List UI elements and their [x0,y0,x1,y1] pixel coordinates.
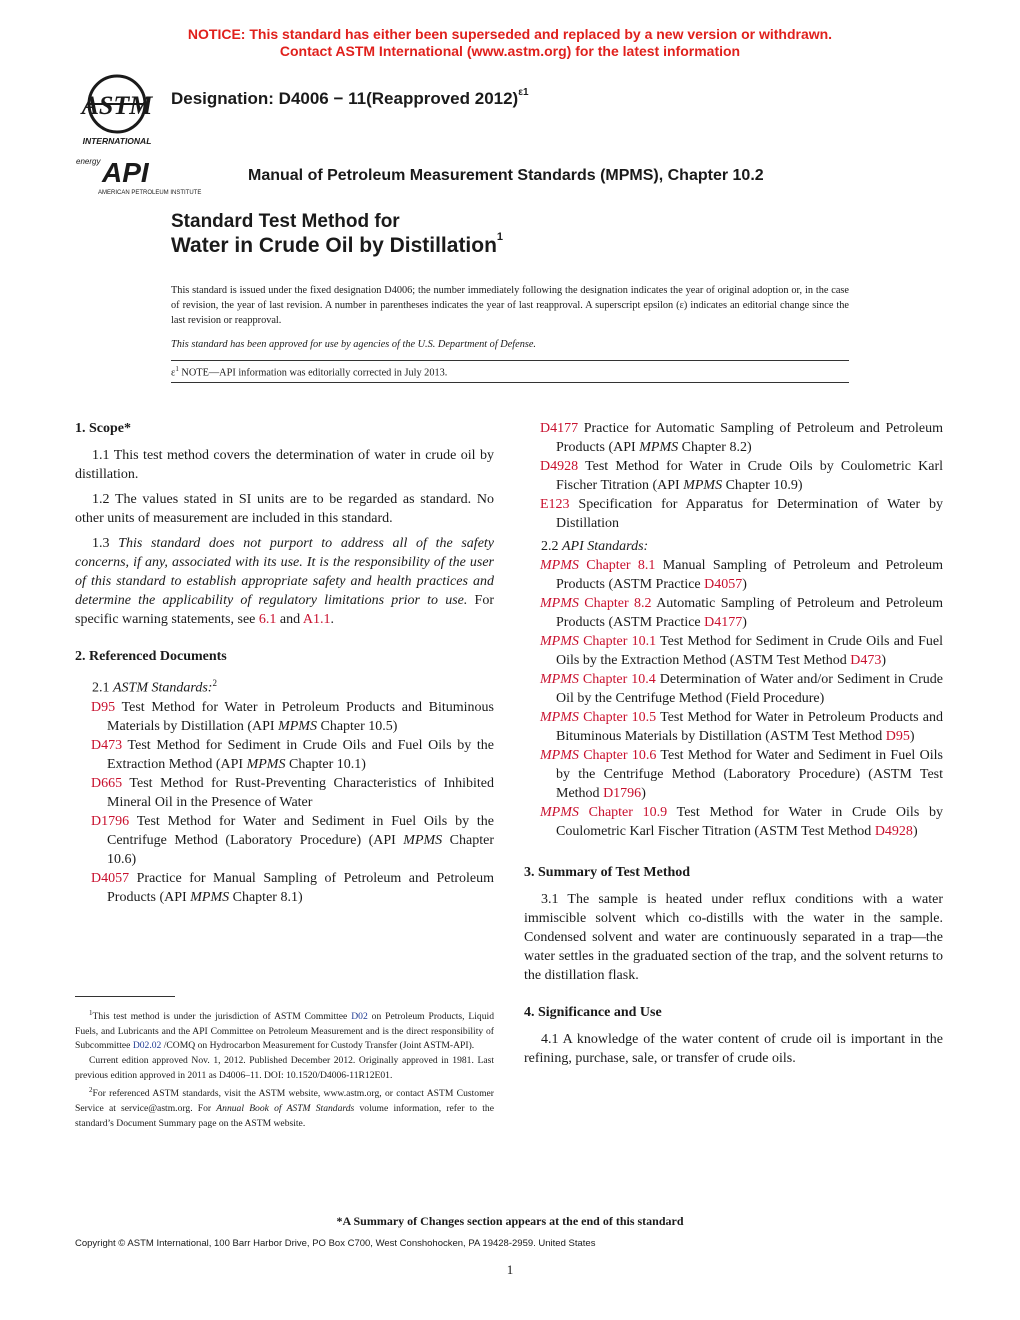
reference-title: Determination of Water and/or Sediment in Crude Oil by the Centrifuge Method (Field Procedure) [556,672,943,706]
mpms-label: MPMS [278,718,317,734]
reference-title: Test Method for Rust-Preventing Characteristics of Inhibited Mineral Oil in the Presence of Water [107,775,494,810]
reference-title: Practice for Automatic Sampling of Petroleum and Petroleum Products (API [556,421,943,455]
astm-standards-label [75,674,494,698]
astm-reference-item [524,419,943,457]
mpms-label: MPMS [246,756,286,772]
footnote-text: volume information, refer to the standard’s Document Summary page on the ASTM website. [75,1102,494,1129]
reference-close: ) [742,615,747,630]
footnote-text: This test method is under the jurisdiction of ASTM Committee [92,1011,352,1023]
reference-title: Test Method for Water in Petroleum Products and Bituminous Materials by Distillation (API [107,699,494,734]
astm-reference-item [75,774,494,812]
standard-link-d665[interactable]: D665 [91,775,123,791]
standard-link-d4177[interactable]: D4177 [704,615,743,630]
para-text: and [276,612,303,627]
api-reference-item [524,670,943,708]
reference-title: Test Method for Water in Crude Oils by Coulometric Karl Fischer Titration (ASTM Test Method [556,805,943,839]
subsection-number: 2.1 [92,680,113,696]
subsection-title: API Standards: [562,539,649,554]
standard-link-d4057[interactable]: D4057 [91,870,130,886]
api-reference-item [524,632,943,670]
reference-close: ) [881,653,887,668]
mpms-label: MPMS [540,748,579,763]
footnote-text: on Petroleum Products, Liquid Fuels, and Lubricants and the API Committee on Petroleum Measurement and is the direct responsibility of Subcommittee [75,1011,494,1052]
api-reference-item [524,803,943,841]
astm-logo [72,74,162,150]
mpms-label: MPMS [403,832,443,848]
standard-link-d4928[interactable]: D4928 [540,459,579,474]
reference-chapter: Chapter 10.1) [285,756,366,772]
subcommittee-link-d02-02[interactable]: D02.02 [132,1040,162,1052]
divider [171,360,849,361]
summary-of-changes-note: *A Summary of Changes section appears at the end of this standard [336,1214,684,1228]
footnote-2 [75,1083,494,1131]
ref-link-6-1[interactable]: 6.1 [258,612,277,627]
editorial-note [171,365,447,378]
reference-chapter: Chapter 10.9) [722,478,803,493]
para-3-1: 3.1 The sample is heated under reflux conditions with a water immiscible solvent which co-distills with the water in the sample. Condensed solvent and water are continuously separated in a trap—the water settles in the graduated section of the trap, and the solvent returns to the distillation flask. [524,892,943,983]
notice-line-2: Contact ASTM International (www.astm.org) for the latest information [279,43,741,59]
section-heading-referenced-documents: 2. Referenced Documents [75,649,227,664]
note-text: NOTE—API information was editorially corrected in July 2013. [178,367,448,379]
mpms-chapter-link[interactable]: MPMS Chapter 10.6 [540,748,657,763]
svg-text:API: API [102,157,149,188]
astm-reference-item [75,698,494,736]
standard-link-d4057[interactable]: D4057 [704,577,743,592]
section-heading-summary: 3. Summary of Test Method [524,865,691,880]
footnote-italic: Annual Book of ASTM Standards [216,1102,355,1114]
footnote-number: 2 [89,1086,93,1095]
mpms-chapter-link[interactable]: MPMS Chapter 10.9 [540,805,668,820]
designation [171,89,529,109]
reference-close: ) [909,729,915,744]
reference-title: Test Method for Water and Sediment in Fuel Oils by the Centrifuge Method (Laboratory Procedure) (ASTM Test Method [556,748,943,801]
api-standards-label [524,537,943,556]
reference-chapter: Chapter 8.2) [678,440,752,455]
standard-link-e123[interactable]: E123 [540,497,570,512]
designation-sup: ε1 [518,87,529,99]
astm-standards-list [75,698,494,907]
mpms-chapter-link[interactable]: MPMS Chapter 10.4 [540,672,656,687]
right-column [524,419,943,1074]
mpms-label: MPMS [639,440,679,455]
section-heading-scope: 1. Scope* [75,421,131,436]
footnote-rule [75,996,175,997]
title-line-1: Standard Test Method for [171,211,400,232]
committee-link-d02[interactable]: D02 [351,1011,368,1023]
para-text: . [330,612,334,627]
astm-reference-item [524,457,943,495]
mpms-label: MPMS [683,478,723,493]
footnote-text: /COMQ on Hydrocarbon Measurement for Custody Transfer (Joint ASTM-API). [161,1040,475,1052]
reference-title: Test Method for Sediment in Crude Oils and Fuel Oils by the Extraction Method (API [107,737,494,772]
reference-title: Test Method for Water and Sediment in Fuel Oils by the Centrifuge Method (Laboratory Procedure) (API [107,813,494,848]
subsection-number: 2.2 [541,539,562,554]
api-reference-item [524,746,943,803]
epsilon-symbol: ε [171,367,176,379]
footnote-mark: 2 [212,678,217,688]
api-reference-item [524,594,943,632]
astm-reference-item [75,869,494,907]
mpms-label: MPMS [540,596,579,611]
withdrawn-notice [0,26,1020,60]
mpms-label: MPMS [540,558,579,573]
astm-reference-item [524,495,943,533]
reference-title: Automatic Sampling of Petroleum and Petroleum Products (ASTM Practice [556,596,943,630]
epsilon-sup: 1 [175,365,179,373]
standard-link-d473[interactable]: D473 [850,653,882,668]
reference-title: Test Method for Water in Crude Oils by Coulometric Karl Fischer Titration (API [556,459,943,493]
api-standards-list [524,556,943,841]
reference-close: ) [641,786,646,801]
reference-title: Specification for Apparatus for Determination of Water by Distillation [556,497,943,531]
para-1-2: 1.2 The values stated in SI units are to be regarded as standard. No other units of measurement are included in this standard. [75,492,494,526]
title-line-2 [171,231,504,258]
para-text: For specific warning statements, see [75,593,495,627]
api-logo [72,154,242,196]
title-footnote-mark: 1 [496,231,504,243]
mpms-chapter: Manual of Petroleum Measurement Standards (MPMS), Chapter 10.2 [248,167,764,184]
reference-title: Test Method for Water in Petroleum Products and Bituminous Materials by Distillation (ASTM Test Method [556,710,943,744]
divider [171,382,849,383]
reference-title: Manual Sampling of Petroleum and Petroleum Products (ASTM Practice [556,558,943,592]
astm-reference-item [75,736,494,774]
footnote-1-edition: Current edition approved Nov. 1, 2012. Published December 2012. Originally approved in 1981. Last previous edition approved in 2011 as D4006–11. DOI: 10.1520/D4006-11R12E01. [75,1054,494,1081]
svg-text:INTERNATIONAL: INTERNATIONAL [82,136,152,146]
mpms-chapter-link[interactable]: MPMS Chapter 10.1 [540,634,657,649]
mpms-label: MPMS [540,672,579,687]
api-reference-item [524,708,943,746]
copyright: Copyright © ASTM International, 100 Barr Harbor Drive, PO Box C700, West Conshohocken, PA 19428-2959. United States [75,1238,596,1249]
svg-text:energy: energy [76,157,101,166]
standard-link-d4928[interactable]: D4928 [874,824,913,839]
astm-reference-item [75,812,494,869]
page-number: 1 [506,1262,514,1277]
footnote-number: 1 [89,1009,93,1017]
standard-link-d95[interactable]: D95 [885,729,910,744]
dod-approval: This standard has been approved for use by agencies of the U.S. Department of Defense. [171,339,537,350]
title-text: Water in Crude Oil by Distillation [171,234,497,257]
mpms-label: MPMS [540,634,579,649]
para-number: 1.3 [92,536,119,551]
footnotes [75,1006,494,1131]
mpms-label: MPMS [190,889,230,905]
intro-paragraph: This standard is issued under the fixed designation D4006; the number immediately following the designation indicates the year of original adoption or, in the case of revision, the year of last revision. A number in parentheses indicates the year of last reapproval. A superscript epsilon (ε) indicates an editorial change since the last revision or reapproval. [171,285,849,326]
notice-line-1: NOTICE: This standard has either been superseded and replaced by a new version or withdrawn. [187,26,833,42]
mpms-chapter-link[interactable]: MPMS Chapter 8.2 [540,596,652,611]
standard-link-d4177[interactable]: D4177 [540,421,579,436]
svg-text:AMERICAN PETROLEUM INSTITUTE: AMERICAN PETROLEUM INSTITUTE [98,190,202,196]
mpms-label: MPMS [540,710,579,725]
standard-link-d473[interactable]: D473 [91,737,123,753]
standard-link-d1796[interactable]: D1796 [91,813,130,829]
reference-chapter: Chapter 10.6) [107,832,494,867]
reference-chapter: Chapter 8.1) [229,889,303,905]
left-column [75,419,494,943]
reference-close: ) [742,577,747,592]
subsection-title: ASTM Standards: [113,680,213,696]
reference-close: ) [912,824,918,839]
standard-link-d1796[interactable]: D1796 [603,786,642,801]
designation-text: Designation: D4006 − 11(Reapproved 2012) [171,89,519,108]
footnote-text: For referenced ASTM standards, visit the ASTM website, www.astm.org, or contact ASTM Customer Service at service@astm.org. For [75,1088,494,1114]
svg-text:ASTM: ASTM [81,91,153,120]
ref-link-a1-1[interactable]: A1.1 [302,612,331,627]
mpms-label: MPMS [540,805,579,820]
astm-standards-list-continued [524,419,943,533]
footnote-1 [75,1006,494,1054]
mpms-chapter-link[interactable]: MPMS Chapter 10.5 [540,710,657,725]
para-1-1: 1.1 This test method covers the determination of water in crude oil by distillation. [75,448,494,482]
reference-chapter: Chapter 10.5) [316,718,398,734]
standard-link-d95[interactable]: D95 [91,699,116,715]
safety-caveat: This standard does not purport to address all of the safety concerns, if any, associated with its use. It is the responsibility of the user of this standard to establish appropriate safety and health practices and determine the applicability of regulatory limitations prior to use. [75,536,495,608]
mpms-chapter-link[interactable]: MPMS Chapter 8.1 [540,558,656,573]
reference-title: Practice for Manual Sampling of Petroleum and Petroleum Products (API [107,870,494,905]
para-4-1: 4.1 A knowledge of the water content of crude oil is important in the refining, purchase, sale, or transfer of crude oils. [524,1032,943,1066]
api-reference-item [524,556,943,594]
para-1-3 [75,534,494,629]
reference-title: Test Method for Sediment in Crude Oils and Fuel Oils by the Extraction Method (ASTM Test Method [556,634,943,668]
section-heading-significance: 4. Significance and Use [524,1005,662,1020]
